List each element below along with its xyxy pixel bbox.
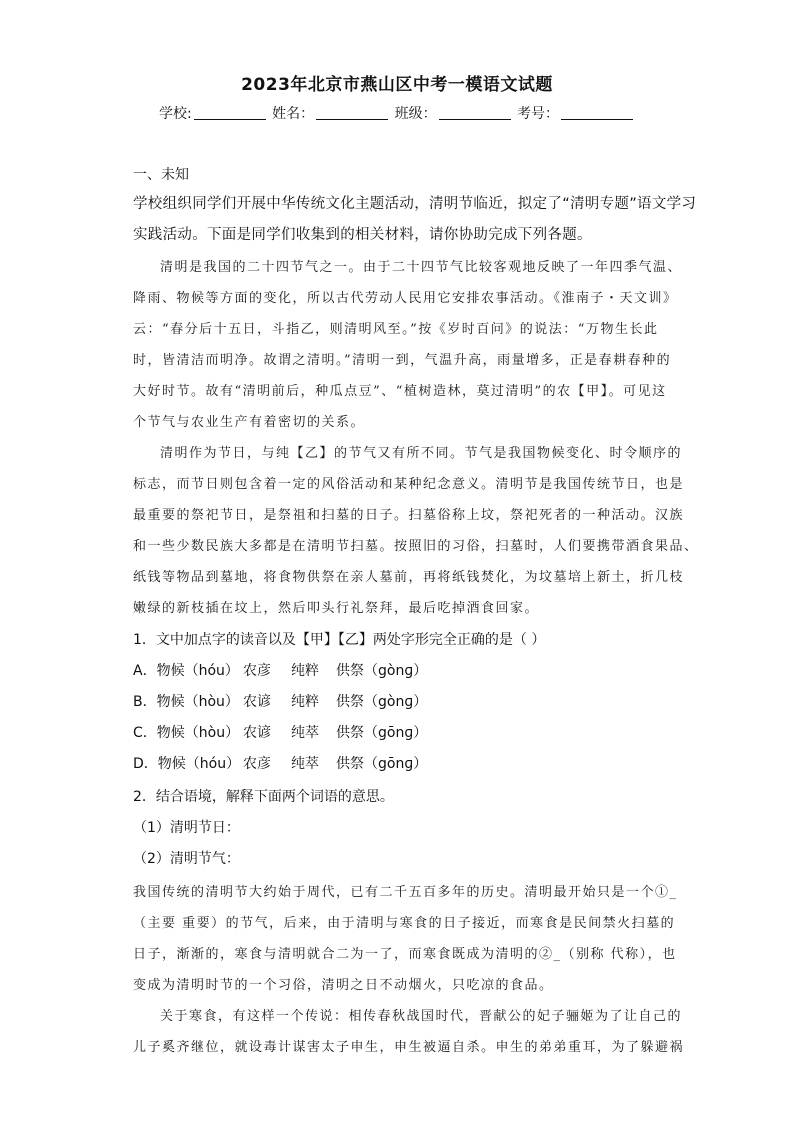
passage3-line: 变成为清明时节的一个习俗，清明之日不动烟火，只吃凉的食品。	[133, 978, 554, 993]
option-c[interactable]	[133, 722, 427, 742]
option-b[interactable]	[133, 691, 427, 711]
question-2-stem: 2．结合语境，解释下面两个词语的意思。	[133, 789, 394, 805]
exam-no-label: 考号：	[517, 106, 560, 122]
page-title: 2023年北京市燕山区中考一模语文试题	[241, 75, 553, 95]
passage1-line: 降雨、物候等方面的变化，所以古代劳动人民用它安排农事活动。《淮南子・天文训》	[133, 291, 678, 306]
option-pinyin: C．物候（hòu）	[133, 725, 240, 741]
school-label: 学校:	[158, 106, 192, 122]
name-label: 姓名：	[272, 106, 315, 122]
passage3-line: 日子，渐渐的，寒食与清明就合二为一了，而寒食既成为清明的②_（别称 代称），也	[133, 947, 677, 962]
class-blank[interactable]	[439, 105, 511, 120]
option-pinyin: B．物候（hòu）	[133, 694, 239, 710]
option-pinyin: D．物候（hóu）	[133, 756, 241, 772]
passage2-line: 纸钱等物品到墓地，将食物供祭在亲人墓前，再将纸钱焚化，为坟墓培上新土，折几枝	[133, 570, 685, 585]
name-blank[interactable]	[316, 105, 388, 120]
passage2-line: 标志，而节日则包含着一定的风俗活动和某种纪念意义。清明节是我国传统节日，也是	[133, 477, 685, 492]
question-2-item: （1）清明节日：	[133, 820, 240, 836]
passage2-line: 清明作为节日，与纯【乙】的节气又有所不同。节气是我国物候变化、时令顺序的	[160, 446, 683, 461]
intro-line: 学校组织同学们开展中华传统文化主题活动，清明节临近，拟定了“清明专题”语文学习	[133, 196, 697, 212]
student-info-row	[0, 103, 794, 123]
option-word: 农谚	[243, 725, 271, 741]
option-pinyin: 供祭（gònɡ）	[336, 663, 428, 679]
passage1-line: 云：“春分后十五日，斗指乙，则清明风至。”按《岁时百问》的说法：“万物生长此	[133, 322, 659, 337]
option-word: 纯萃	[291, 756, 319, 772]
option-word: 纯粹	[291, 663, 319, 679]
passage1-line: 清明是我国的二十四节气之一。由于二十四节气比较客观地反映了一年四季气温、	[160, 260, 683, 275]
option-d[interactable]	[133, 753, 427, 773]
passage2-line: 最重要的祭祀节日，是祭祖和扫墓的日子。扫墓俗称上坟，祭祀死者的一种活动。汉族	[133, 508, 685, 523]
passage3-line: （主要 重要）的节气，后来，由于清明与寒食的日子接近，而寒食是民间禁火扫墓的	[133, 916, 676, 931]
question-1-stem: 1．文中加点字的读音以及【甲】【乙】两处字形完全正确的是（ ）	[133, 632, 546, 648]
option-pinyin: 供祭（gōnɡ）	[336, 756, 428, 772]
passage1-line: 个节气与农业生产有着密切的关系。	[133, 415, 366, 430]
option-pinyin: A．物候（hóu）	[133, 663, 239, 679]
option-word: 农彦	[243, 756, 271, 772]
option-word: 农彦	[243, 663, 271, 679]
passage1-line: 时，皆清洁而明净。故谓之清明。”清明一到，气温升高，雨量增多，正是春耕春种的	[133, 353, 672, 368]
option-word: 纯萃	[291, 725, 319, 741]
passage2-line: 嫩绿的新枝插在坟上，然后叩头行礼祭拜，最后吃掉酒食回家。	[133, 601, 540, 616]
section-heading: 一、未知	[133, 167, 189, 183]
passage4-line: 儿子奚齐继位，就设毒计谋害太子申生，申生被逼自杀。申生的弟弟重耳，为了躲避祸	[133, 1040, 685, 1055]
passage1-line: 大好时节。故有“清明前后，种瓜点豆”、“植树造林，莫过清明”的农【甲】。可见这	[133, 384, 667, 399]
intro-line: 实践活动。下面是同学们收集到的相关材料，请你协助完成下列各题。	[133, 227, 592, 243]
option-pinyin: 供祭（gōnɡ）	[336, 725, 428, 741]
school-blank[interactable]	[194, 105, 266, 120]
option-word: 纯粹	[291, 694, 319, 710]
passage2-line: 和一些少数民族大多都是在清明节扫墓。按照旧的习俗，扫墓时，人们要携带酒食果品、	[133, 539, 699, 554]
class-label: 班级：	[394, 106, 437, 122]
option-pinyin: 供祭（gònɡ）	[336, 694, 428, 710]
option-word: 农谚	[243, 694, 271, 710]
option-a[interactable]	[133, 660, 427, 680]
passage3-line: 我国传统的清明节大约始于周代，已有二千五百多年的历史。清明最开始只是一个①_	[133, 885, 678, 900]
exam-no-blank[interactable]	[561, 105, 633, 120]
passage4-line: 关于寒食，有这样一个传说：相传春秋战国时代，晋献公的妃子骊姬为了让自己的	[160, 1009, 683, 1024]
question-2-item: （2）清明节气：	[133, 851, 240, 867]
